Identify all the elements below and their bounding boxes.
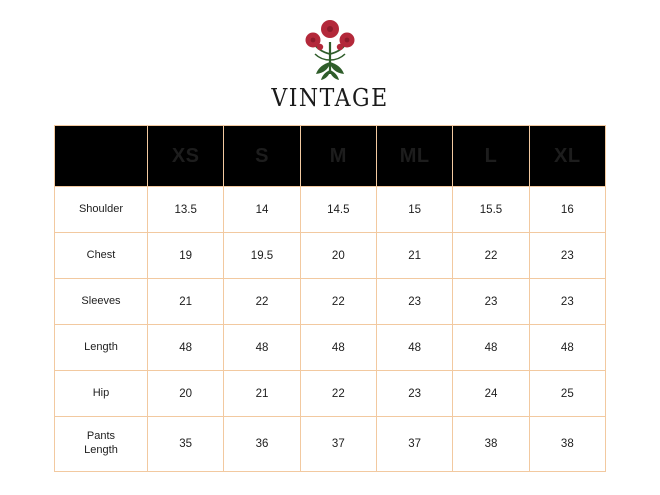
cell-pants-length-ml: 37 bbox=[376, 417, 452, 472]
cell-sleeves-xs: 21 bbox=[148, 279, 224, 325]
cell-length-xl: 48 bbox=[529, 325, 605, 371]
cell-shoulder-ml: 15 bbox=[376, 187, 452, 233]
cell-chest-s: 19.5 bbox=[224, 233, 300, 279]
row-label-sleeves: Sleeves bbox=[55, 279, 148, 325]
cell-shoulder-s: 14 bbox=[224, 187, 300, 233]
table-row bbox=[55, 325, 606, 371]
row-label-shoulder: Shoulder bbox=[55, 187, 148, 233]
table-row bbox=[55, 371, 606, 417]
cell-hip-ml: 23 bbox=[376, 371, 452, 417]
brand-logo-block bbox=[0, 0, 660, 111]
cell-hip-l: 24 bbox=[453, 371, 529, 417]
column-header-xl: XL bbox=[529, 126, 605, 187]
column-header-m: M bbox=[300, 126, 376, 187]
brand-name: VINTAGE bbox=[271, 84, 389, 113]
column-header-ml: ML bbox=[376, 126, 452, 187]
cell-chest-xs: 19 bbox=[148, 233, 224, 279]
row-label-chest: Chest bbox=[55, 233, 148, 279]
cell-pants-length-m: 37 bbox=[300, 417, 376, 472]
size-chart-table bbox=[54, 125, 606, 472]
table-row bbox=[55, 417, 606, 472]
cell-shoulder-xs: 13.5 bbox=[148, 187, 224, 233]
cell-chest-xl: 23 bbox=[529, 233, 605, 279]
cell-length-xs: 48 bbox=[148, 325, 224, 371]
cell-hip-s: 21 bbox=[224, 371, 300, 417]
table-body bbox=[55, 187, 606, 472]
cell-chest-l: 22 bbox=[453, 233, 529, 279]
cell-hip-m: 22 bbox=[300, 371, 376, 417]
cell-sleeves-s: 22 bbox=[224, 279, 300, 325]
table-corner-cell bbox=[55, 126, 148, 187]
cell-hip-xl: 25 bbox=[529, 371, 605, 417]
cell-hip-xs: 20 bbox=[148, 371, 224, 417]
table-header bbox=[55, 126, 606, 187]
row-label-pants-length: Pants Length bbox=[55, 417, 148, 472]
cell-shoulder-l: 15.5 bbox=[453, 187, 529, 233]
cell-shoulder-xl: 16 bbox=[529, 187, 605, 233]
cell-sleeves-ml: 23 bbox=[376, 279, 452, 325]
column-header-s: S bbox=[224, 126, 300, 187]
table-header-row bbox=[55, 126, 606, 187]
cell-shoulder-m: 14.5 bbox=[300, 187, 376, 233]
cell-length-l: 48 bbox=[453, 325, 529, 371]
column-header-xs: XS bbox=[148, 126, 224, 187]
cell-pants-length-xs: 35 bbox=[148, 417, 224, 472]
size-chart-table-wrapper bbox=[54, 125, 606, 472]
table-row bbox=[55, 233, 606, 279]
table-row bbox=[55, 187, 606, 233]
cell-sleeves-l: 23 bbox=[453, 279, 529, 325]
cell-length-m: 48 bbox=[300, 325, 376, 371]
cell-sleeves-m: 22 bbox=[300, 279, 376, 325]
row-label-hip: Hip bbox=[55, 371, 148, 417]
cell-pants-length-s: 36 bbox=[224, 417, 300, 472]
flower-plant-icon bbox=[294, 14, 366, 84]
cell-pants-length-l: 38 bbox=[453, 417, 529, 472]
cell-length-ml: 48 bbox=[376, 325, 452, 371]
column-header-l: L bbox=[453, 126, 529, 187]
cell-sleeves-xl: 23 bbox=[529, 279, 605, 325]
table-row bbox=[55, 279, 606, 325]
cell-pants-length-xl: 38 bbox=[529, 417, 605, 472]
row-label-length: Length bbox=[55, 325, 148, 371]
cell-length-s: 48 bbox=[224, 325, 300, 371]
cell-chest-m: 20 bbox=[300, 233, 376, 279]
cell-chest-ml: 21 bbox=[376, 233, 452, 279]
